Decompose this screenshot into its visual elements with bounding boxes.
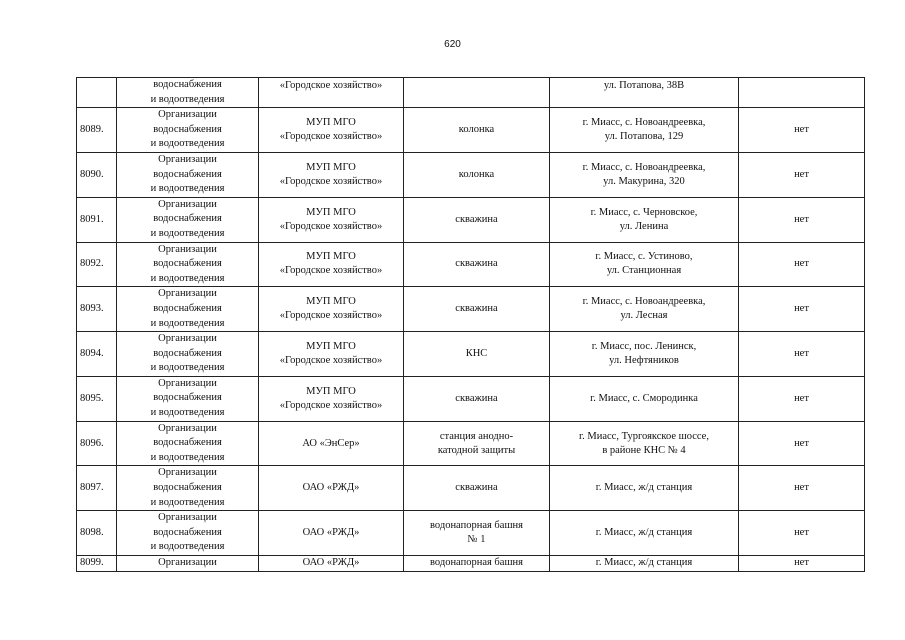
cell-address: [550, 78, 739, 108]
cell-line: водоснабжения: [153, 168, 222, 180]
cell-note: нет: [739, 242, 865, 287]
cell-line: Организации: [158, 557, 217, 568]
cell-line: водоснабжения: [153, 213, 222, 225]
cell-object-type: [404, 78, 550, 108]
cell-line: АО «ЭнСер»: [302, 437, 360, 449]
cell-address: [550, 466, 739, 511]
cell-organization-name: [259, 556, 404, 572]
cell-line: г. Миасс, с. Новоандреевка,: [582, 117, 706, 129]
table-row: [77, 376, 865, 421]
cell-line: ул. Нефтяников: [609, 354, 679, 366]
cell-object-type: [404, 466, 550, 511]
cell-note: нет: [739, 421, 865, 466]
cell-note: нет: [739, 197, 865, 242]
cell-line: и водоотведения: [150, 541, 225, 553]
cell-line: водоснабжения: [153, 258, 222, 270]
cell-line: станция анодно-: [439, 430, 514, 442]
cell-line: скважина: [455, 258, 498, 270]
cell-line: и водоотведения: [150, 317, 225, 329]
cell-line: ул. Ленина: [619, 220, 669, 232]
cell-line: Организации: [158, 153, 217, 165]
cell-line: г. Миасс, с. Черновское,: [590, 206, 698, 218]
cell-organization-name: [259, 511, 404, 556]
cell-object-type: [404, 152, 550, 197]
cell-line: скважина: [455, 482, 498, 494]
cell-line: «Городское хозяйство»: [279, 80, 383, 91]
table-row: [77, 511, 865, 556]
cell-number: 8091.: [77, 197, 117, 242]
cell-object-type: [404, 108, 550, 153]
cell-organization-name: [259, 332, 404, 377]
cell-line: г. Миасс, ж/д станция: [595, 482, 693, 494]
cell-organization-name: [259, 287, 404, 332]
cell-organization-name: [259, 242, 404, 287]
cell-number: 8098.: [77, 511, 117, 556]
registry-table: [76, 77, 865, 572]
cell-line: водоснабжения: [153, 482, 222, 494]
cell-line: МУП МГО: [306, 206, 356, 218]
cell-line: Организации: [158, 467, 217, 479]
cell-note: нет: [739, 556, 865, 572]
cell-line: водоснабжения: [153, 302, 222, 314]
cell-line: Организации: [158, 422, 217, 434]
cell-line: № 1: [467, 534, 486, 546]
cell-line: г. Миасс, с. Устиново,: [595, 251, 693, 263]
cell-line: скважина: [455, 392, 498, 404]
cell-line: водонапорная башня: [430, 557, 523, 569]
cell-organization-name: [259, 78, 404, 108]
cell-line: колонка: [458, 168, 495, 180]
table-row: [77, 197, 865, 242]
table-row: [77, 152, 865, 197]
registry-table-body: [77, 78, 865, 572]
cell-line: «Городское хозяйство»: [279, 310, 383, 322]
cell-line: и водоотведения: [150, 407, 225, 419]
cell-line: и водоотведения: [150, 93, 225, 105]
cell-line: и водоотведения: [150, 183, 225, 195]
cell-line: «Городское хозяйство»: [279, 265, 383, 277]
cell-number: [77, 78, 117, 108]
cell-address: [550, 152, 739, 197]
cell-organization-name: [259, 108, 404, 153]
cell-line: водоснабжения: [153, 526, 222, 538]
cell-number: 8090.: [77, 152, 117, 197]
cell-note: нет: [739, 332, 865, 377]
cell-address: [550, 421, 739, 466]
cell-line: МУП МГО: [306, 340, 356, 352]
cell-object-type: [404, 376, 550, 421]
cell-line: скважина: [455, 303, 498, 315]
table-row: [77, 332, 865, 377]
cell-line: колонка: [458, 124, 495, 136]
cell-line: «Городское хозяйство»: [279, 175, 383, 187]
cell-address: [550, 197, 739, 242]
cell-number: 8097.: [77, 466, 117, 511]
cell-line: ул. Потапова, 129: [604, 131, 684, 143]
cell-line: Организации: [158, 109, 217, 121]
cell-line: и водоотведения: [150, 496, 225, 508]
cell-note: нет: [739, 108, 865, 153]
cell-note: [739, 78, 865, 108]
table-row: [77, 78, 865, 108]
table-row: [77, 287, 865, 332]
cell-object-type: [404, 421, 550, 466]
cell-line: «Городское хозяйство»: [279, 131, 383, 143]
cell-organization-name: [259, 421, 404, 466]
cell-line: МУП МГО: [306, 296, 356, 308]
cell-note: нет: [739, 152, 865, 197]
cell-line: г. Миасс, с. Смородинка: [590, 392, 698, 404]
cell-object-type: [404, 242, 550, 287]
cell-line: катодной защиты: [437, 444, 516, 456]
cell-organization-type: [117, 78, 259, 108]
cell-address: [550, 108, 739, 153]
cell-line: ул. Макурина, 320: [603, 175, 685, 187]
cell-organization-type: [117, 332, 259, 377]
cell-note: нет: [739, 287, 865, 332]
cell-line: ул. Лесная: [620, 310, 668, 322]
cell-organization-type: [117, 242, 259, 287]
cell-organization-type: [117, 421, 259, 466]
cell-organization-name: [259, 376, 404, 421]
cell-line: водоснабжения: [153, 79, 222, 90]
cell-address: [550, 332, 739, 377]
cell-number: 8089.: [77, 108, 117, 153]
cell-note: нет: [739, 376, 865, 421]
cell-number: 8094.: [77, 332, 117, 377]
cell-organization-type: [117, 287, 259, 332]
cell-organization-type: [117, 197, 259, 242]
cell-line: г. Миасс, Тургоякское шоссе,: [579, 430, 709, 442]
cell-line: ОАО «РЖД»: [302, 557, 360, 569]
cell-object-type: [404, 197, 550, 242]
cell-line: ул. Потапова, 38В: [603, 80, 685, 91]
cell-line: Организации: [158, 288, 217, 300]
table-row: [77, 108, 865, 153]
cell-line: и водоотведения: [150, 272, 225, 284]
cell-line: Организации: [158, 512, 217, 524]
cell-number: 8092.: [77, 242, 117, 287]
cell-line: г. Миасс, с. Новоандреевка,: [582, 296, 706, 308]
cell-line: МУП МГО: [306, 251, 356, 263]
cell-line: г. Миасс, ж/д станция: [595, 527, 693, 539]
cell-object-type: [404, 511, 550, 556]
cell-object-type: [404, 287, 550, 332]
cell-organization-name: [259, 197, 404, 242]
cell-line: в районе КНС № 4: [602, 444, 686, 456]
cell-number: 8096.: [77, 421, 117, 466]
cell-line: и водоотведения: [150, 451, 225, 463]
table-row: [77, 556, 865, 572]
cell-number: 8093.: [77, 287, 117, 332]
cell-organization-type: [117, 152, 259, 197]
cell-line: МУП МГО: [306, 385, 356, 397]
table-row: [77, 466, 865, 511]
table-row: [77, 421, 865, 466]
cell-line: МУП МГО: [306, 117, 356, 129]
cell-line: водоснабжения: [153, 123, 222, 135]
cell-address: [550, 242, 739, 287]
cell-line: МУП МГО: [306, 161, 356, 173]
cell-line: и водоотведения: [150, 138, 225, 150]
cell-line: Организации: [158, 377, 217, 389]
cell-line: водоснабжения: [153, 437, 222, 449]
cell-organization-name: [259, 466, 404, 511]
page-number: 620: [444, 39, 461, 50]
cell-line: ОАО «РЖД»: [302, 482, 360, 494]
cell-line: Организации: [158, 243, 217, 255]
cell-note: нет: [739, 511, 865, 556]
cell-line: водоснабжения: [153, 392, 222, 404]
cell-line: ул. Станционная: [606, 265, 682, 277]
cell-address: [550, 376, 739, 421]
cell-line: и водоотведения: [150, 227, 225, 239]
cell-number: 8095.: [77, 376, 117, 421]
cell-line: ОАО «РЖД»: [302, 527, 360, 539]
cell-note: нет: [739, 466, 865, 511]
cell-address: [550, 556, 739, 572]
cell-organization-type: [117, 376, 259, 421]
cell-address: [550, 287, 739, 332]
cell-object-type: [404, 332, 550, 377]
cell-organization-type: [117, 556, 259, 572]
cell-line: «Городское хозяйство»: [279, 399, 383, 411]
cell-line: Организации: [158, 333, 217, 345]
cell-line: г. Миасс, с. Новоандреевка,: [582, 161, 706, 173]
cell-organization-name: [259, 152, 404, 197]
cell-organization-type: [117, 511, 259, 556]
cell-number: 8099.: [77, 556, 117, 572]
cell-object-type: [404, 556, 550, 572]
cell-organization-type: [117, 108, 259, 153]
cell-line: водоснабжения: [153, 347, 222, 359]
cell-line: «Городское хозяйство»: [279, 220, 383, 232]
cell-line: «Городское хозяйство»: [279, 354, 383, 366]
cell-line: КНС: [465, 347, 488, 359]
cell-organization-type: [117, 466, 259, 511]
cell-line: водонапорная башня: [430, 520, 523, 532]
cell-line: г. Миасс, пос. Ленинск,: [591, 340, 697, 352]
cell-line: и водоотведения: [150, 362, 225, 374]
cell-line: Организации: [158, 198, 217, 210]
cell-line: г. Миасс, ж/д станция: [595, 557, 693, 569]
cell-line: скважина: [455, 213, 498, 225]
table-row: [77, 242, 865, 287]
cell-address: [550, 511, 739, 556]
